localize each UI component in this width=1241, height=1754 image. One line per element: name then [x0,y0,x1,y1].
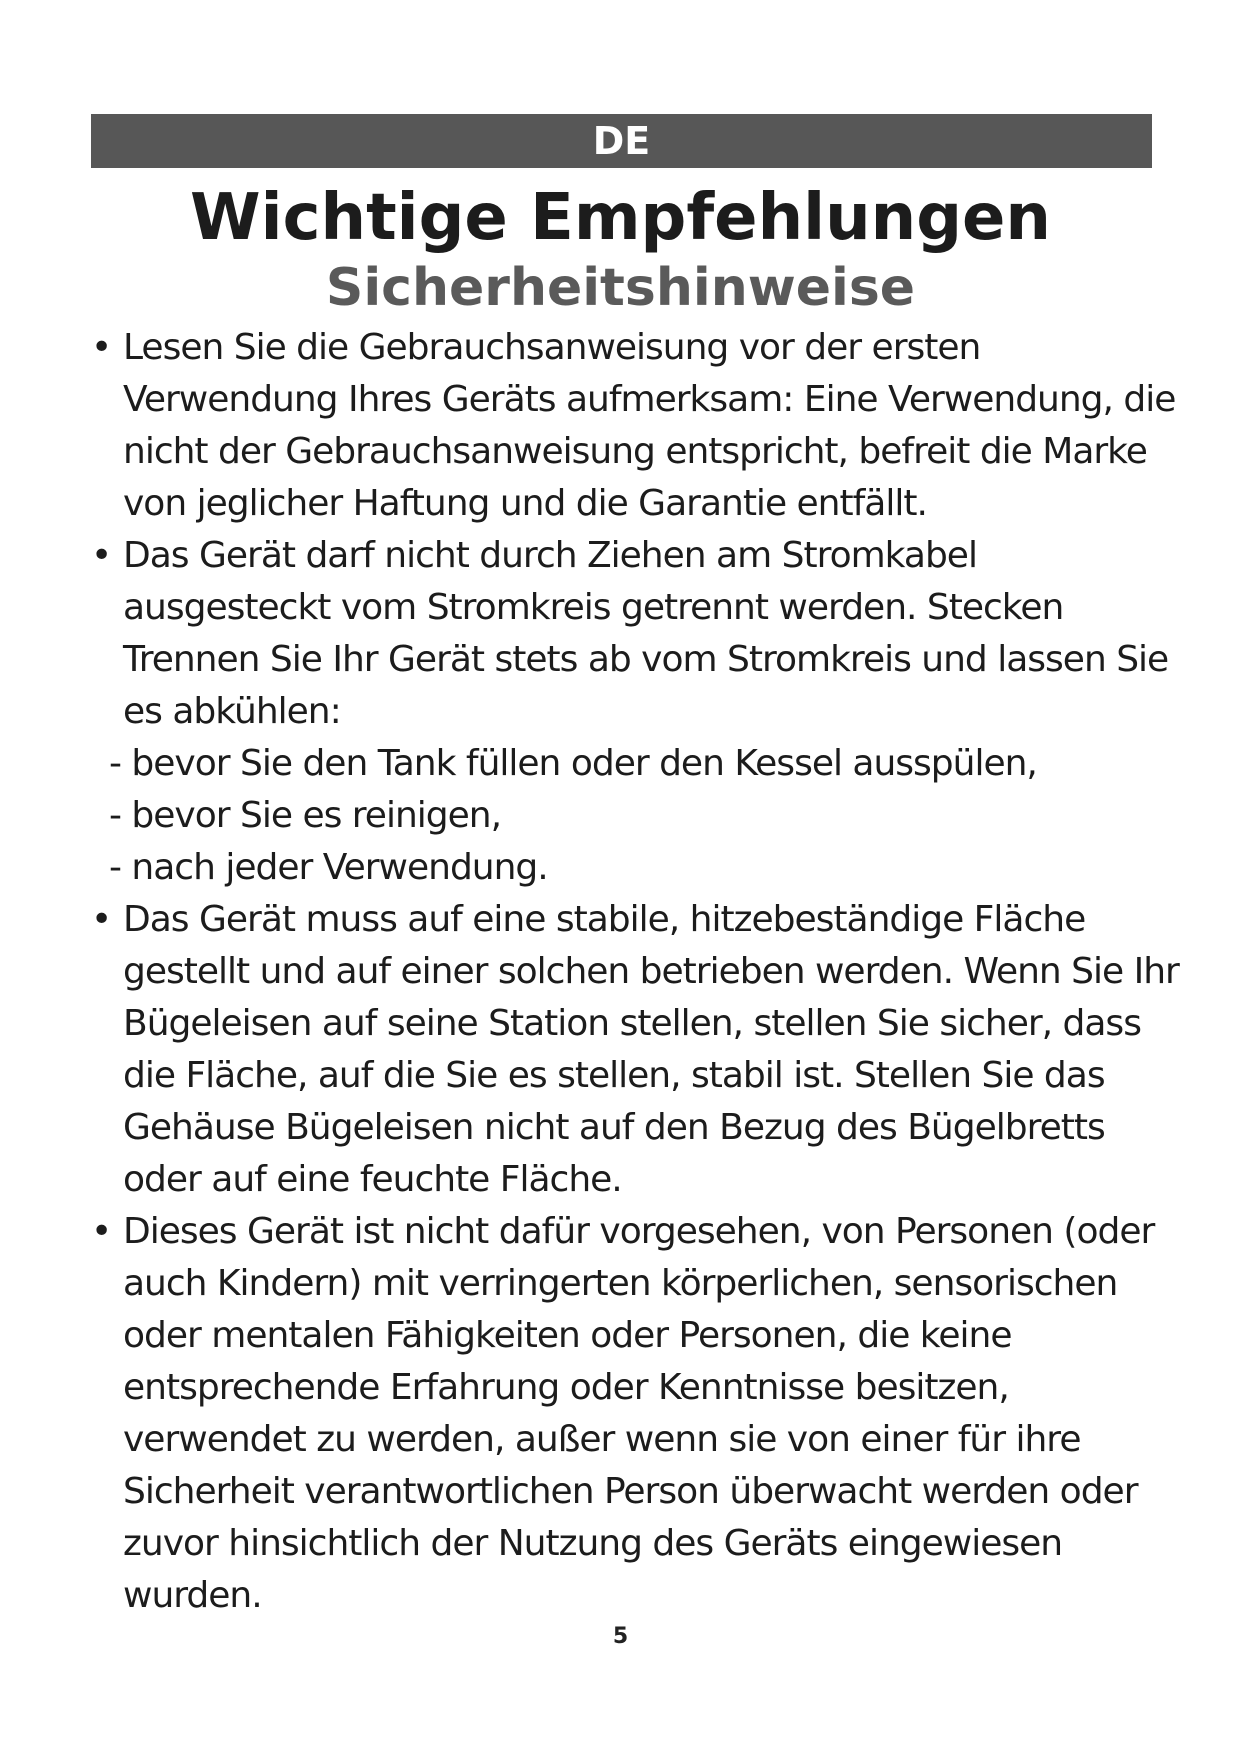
language-code: DE [592,119,651,163]
list-item-text: Lesen Sie die Gebrauchsanweisung vor der ersten Verwendung Ihres Geräts aufmerksam: Eine Verwendung, die nicht der Gebrauchsanweisung entspricht, befreit die Marke von jeglicher Haftung und die Garantie entfällt. [123,327,1176,524]
bullet-icon: • [91,899,112,940]
page-title: Wichtige Empfehlungen [190,181,1051,255]
list-item [91,894,1181,1206]
language-header-bar [91,114,1152,168]
bullet-icon: • [91,327,112,368]
sub-list-item: - bevor Sie den Tank füllen oder den Kessel ausspülen, [109,743,1037,784]
safety-instructions-list [91,322,1181,1622]
list-item-text: Dieses Gerät ist nicht dafür vorgesehen, von Personen (oder auch Kindern) mit verringerten körperlichen, sensorischen oder mentalen Fähigkeiten oder Personen, die keine entsprechende Erfahrung oder Kenntnisse besitzen, verwendet zu werden, außer wenn sie von einer für ihre Sicherheit verantwortlichen Person überwacht werden oder zuvor hinsichtlich der Nutzung des Geräts eingewiesen wurden. [123,1211,1155,1616]
list-item-text: Das Gerät muss auf eine stabile, hitzebeständige Fläche gestellt und auf einer solchen betrieben werden. Wenn Sie Ihr Bügeleisen auf seine Station stellen, stellen Sie sicher, dass die Fläche, auf die Sie es stellen, stabil ist. Stellen Sie das Gehäuse Bügeleisen nicht auf den Bezug des Bügelbretts oder auf eine feuchte Fläche. [123,899,1179,1200]
page-number: 5 [612,1624,629,1649]
list-item [91,530,1181,738]
list-item [91,322,1181,530]
list-item [91,1206,1181,1622]
list-item-text: Das Gerät darf nicht durch Ziehen am Stromkabel ausgesteckt vom Stromkreis getrennt werden. Stecken Trennen Sie Ihr Gerät stets ab vom Stromkreis und lassen Sie es abkühlen: [123,535,1169,732]
page-subtitle: Sicherheitshinweise [325,258,916,318]
sub-list-item: - bevor Sie es reinigen, [109,795,502,836]
bullet-icon: • [91,1211,112,1252]
sub-list-item: - nach jeder Verwendung. [109,847,548,888]
bullet-icon: • [91,535,112,576]
